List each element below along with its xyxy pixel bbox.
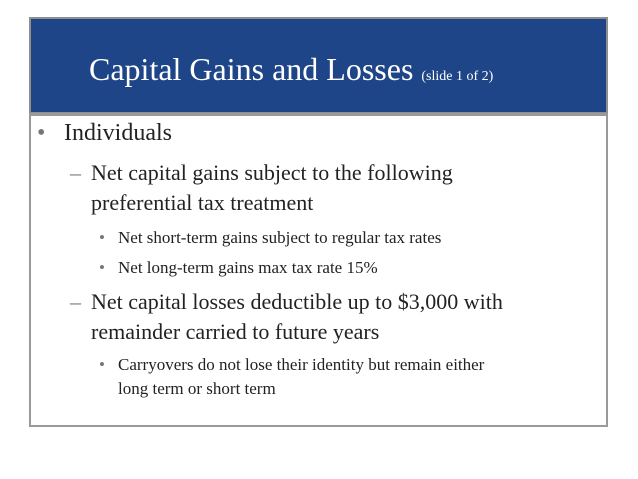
slide-title-text: Capital Gains and Losses [89,51,414,87]
bullet-short-term: Net short-term gains subject to regular tax rates [118,228,442,247]
bullet-marker: • [37,120,46,146]
slide-subtitle: (slide 1 of 2) [421,69,494,84]
dash-marker: – [70,289,81,314]
bullet-net-gains-line1: Net capital gains subject to the following [91,160,453,185]
bullet-net-losses-line2: remainder carried to future years [91,319,380,344]
bullet-marker: • [99,228,105,247]
bullet-net-losses-line1: Net capital losses deductible up to $3,000 with [91,289,503,314]
dash-marker: – [70,160,81,185]
bullet-net-gains-line2: preferential tax treatment [91,190,314,215]
bullet-marker: • [99,258,105,277]
bullet-marker: • [99,355,105,374]
title-banner [29,17,608,114]
bullet-long-term: Net long-term gains max tax rate 15% [118,258,378,277]
bullet-individuals: Individuals [64,120,172,146]
slide-title [89,49,493,97]
bullet-carryovers-line2: long term or short term [118,379,276,398]
bullet-carryovers-line1: Carryovers do not lose their identity but remain either [118,355,485,374]
